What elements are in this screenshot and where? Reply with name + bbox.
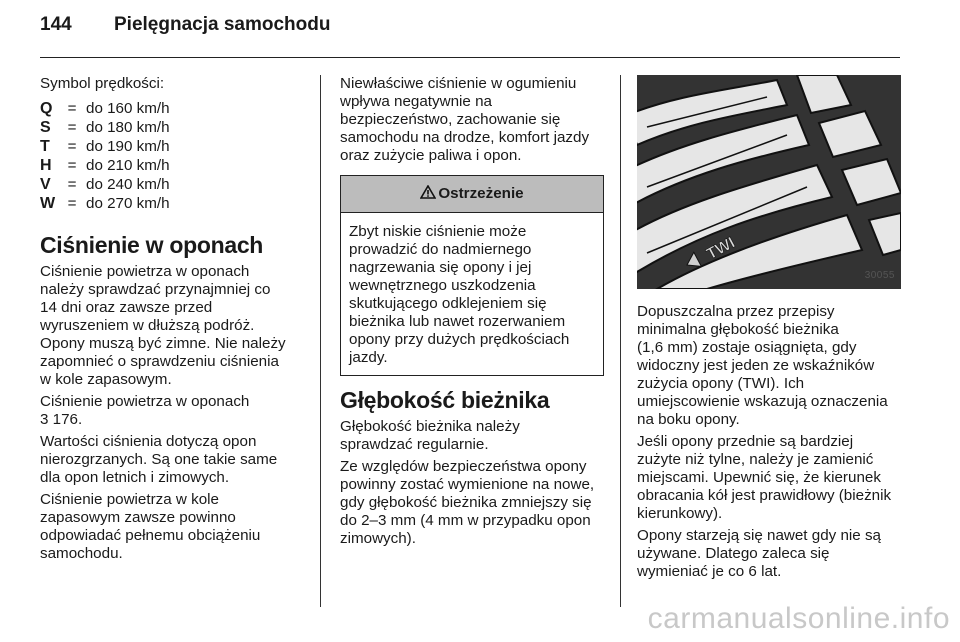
warning-header — [341, 176, 603, 213]
text-line: jazdy. — [349, 349, 388, 366]
text-line: kierunkowy). — [637, 505, 723, 522]
speed-row — [40, 99, 308, 118]
text-line: Dopuszczalna przez przepisy — [637, 303, 835, 320]
text-line: opony przy dużych prędkościach — [349, 331, 570, 348]
speed-equals: = — [67, 156, 77, 174]
column-divider — [320, 75, 321, 607]
tire-tread-drawing — [637, 75, 901, 289]
text-line: Opony starzeją się nawet gdy nie są — [637, 527, 881, 544]
text-line: samochodu. — [40, 545, 123, 562]
paragraph — [340, 418, 604, 454]
speed-equals: = — [67, 118, 77, 136]
twi-marking: TWI — [704, 234, 738, 264]
warning-title: Ostrzeżenie — [438, 185, 524, 202]
text-line: Jeśli opony przednie są bardziej — [637, 433, 854, 450]
text-line: Głębokość bieżnika należy — [340, 418, 520, 435]
speed-symbol-title: Symbol prędkości: — [40, 75, 165, 92]
column-3 — [637, 75, 905, 585]
paragraph — [340, 75, 604, 165]
text-line: widoczny jest jeden ze wskaźników — [637, 357, 875, 374]
speed-row — [40, 175, 308, 194]
speed-letter: V — [40, 175, 51, 193]
text-line: samochodu na drodze, komfort jazdy — [340, 129, 590, 146]
speed-equals: = — [67, 99, 77, 117]
speed-letter: W — [40, 194, 56, 212]
column-2 — [340, 75, 604, 552]
text-line: używane. Dlatego zaleca się — [637, 545, 830, 562]
text-line: zużycia opony (TWI). Ich — [637, 375, 805, 392]
page-number: 144 — [40, 14, 72, 35]
text-line: (1,6 mm) zostaje osiągnięta, gdy — [637, 339, 857, 356]
text-line: Wartości ciśnienia dotyczą opon — [40, 433, 257, 450]
text-line: Ciśnienie powietrza w oponach — [40, 263, 250, 280]
paragraph-page-reference[interactable] — [40, 393, 308, 429]
text-line: Ciśnienie powietrza w kole — [40, 491, 219, 508]
text-line: gdy głębokość bieżnika zmniejszy się — [340, 494, 592, 511]
warning-box — [340, 175, 604, 376]
text-line: Zbyt niskie ciśnienie może — [349, 223, 527, 240]
text-line: Ciśnienie powietrza w oponach — [40, 393, 250, 410]
text-line: należy sprawdzać przynajmniej co — [40, 281, 271, 298]
text-line: odpowiadać pełnemu obciążeniu — [40, 527, 261, 544]
speed-letter: Q — [40, 99, 53, 117]
speed-value: do 210 km/h — [86, 156, 170, 174]
section-heading-tire-pressure: Ciśnienie w oponach — [40, 232, 264, 258]
page-title: Pielęgnacja samochodu — [114, 14, 331, 35]
text-line: powinny zostać wymienione na nowe, — [340, 476, 595, 493]
speed-row — [40, 156, 308, 175]
speed-letter: S — [40, 118, 51, 136]
speed-letter: T — [40, 137, 50, 155]
text-line: Opony muszą być zimne. Nie należy — [40, 335, 286, 352]
speed-equals: = — [67, 137, 77, 155]
text-line: wymieniać je co 6 lat. — [637, 563, 782, 580]
text-line: nierozgrzanych. Są one takie same — [40, 451, 278, 468]
speed-row — [40, 194, 308, 213]
column-divider — [620, 75, 621, 607]
text-line: na boku opony. — [637, 411, 740, 428]
text-line: skutkującego odklejeniem się — [349, 295, 547, 312]
text-line: bieżnika lub nawet rozerwaniem — [349, 313, 566, 330]
text-line: zapasowym zawsze powinno — [40, 509, 236, 526]
text-line: dla opon letnich i zimowych. — [40, 469, 230, 486]
text-line: nagrzewania się opony i jej — [349, 259, 532, 276]
tire-tread-illustration — [637, 75, 901, 289]
header-rule — [40, 57, 900, 58]
figure-number: 30055 — [864, 270, 895, 281]
warning-triangle-icon — [420, 185, 436, 204]
text-line: oraz zużycie paliwa i opon. — [340, 147, 522, 164]
paragraph — [40, 433, 308, 487]
text-line: obracania kół jest prawidłowy (bieżnik — [637, 487, 892, 504]
paragraph — [40, 263, 308, 389]
column-1 — [40, 75, 308, 567]
speed-letter: H — [40, 156, 52, 174]
paragraph — [637, 527, 905, 581]
text-line: Ze względów bezpieczeństwa opony — [340, 458, 587, 475]
text-line: zimowych). — [340, 530, 416, 547]
watermark: carmanualsonline.info — [647, 602, 950, 635]
speed-row — [40, 137, 308, 156]
warning-body — [341, 213, 603, 375]
text-line: wyruszeniem w dłuższą podróż. — [40, 317, 255, 334]
text-line: minimalna głębokość bieżnika — [637, 321, 839, 338]
text-line: prowadzić do nadmiernego — [349, 241, 532, 258]
text-line: Niewłaściwe ciśnienie w ogumieniu — [340, 75, 577, 92]
speed-value: do 180 km/h — [86, 118, 170, 136]
speed-equals: = — [67, 175, 77, 193]
text-line: wpływa negatywnie na — [340, 93, 492, 110]
paragraph — [637, 303, 905, 429]
text-line: w kole zapasowym. — [40, 371, 172, 388]
text-line: wewnętrznego uszkodzenia — [349, 277, 536, 294]
section-heading-tread-depth: Głębokość bieżnika — [340, 387, 550, 413]
speed-value: do 240 km/h — [86, 175, 170, 193]
paragraph — [340, 458, 604, 548]
text-line: 3 176. — [40, 411, 83, 428]
speed-value: do 190 km/h — [86, 137, 170, 155]
text-line: zapomnieć o sprawdzeniu ciśnienia — [40, 353, 279, 370]
text-line: 14 dni oraz zawsze przed — [40, 299, 213, 316]
paragraph — [40, 491, 308, 563]
paragraph — [637, 433, 905, 523]
speed-value: do 270 km/h — [86, 194, 170, 212]
speed-value: do 160 km/h — [86, 99, 170, 117]
text-line: bezpieczeństwo, zachowanie się — [340, 111, 561, 128]
speed-row — [40, 118, 308, 137]
text-line: zużyte niż tylne, należy je zamienić — [637, 451, 874, 468]
speed-table — [40, 99, 308, 213]
text-line: sprawdzać regularnie. — [340, 436, 489, 453]
text-line: umiejscowienie wskazują oznaczenia — [637, 393, 888, 410]
text-line: miejscami. Upewnić się, że kierunek — [637, 469, 881, 486]
speed-equals: = — [67, 194, 77, 212]
text-line: do 2–3 mm (4 mm w przypadku opon — [340, 512, 591, 529]
page-header — [40, 14, 330, 42]
